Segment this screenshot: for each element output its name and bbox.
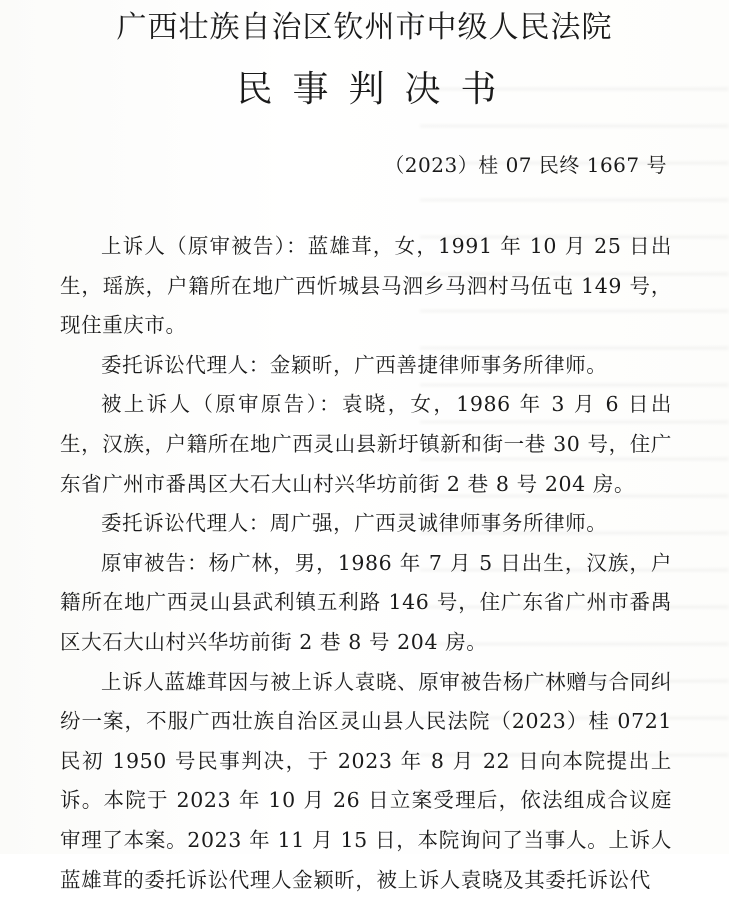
document-title: 民事判决书 xyxy=(236,69,517,110)
court-name: 广西壮族自治区钦州市中级人民法院 xyxy=(116,10,613,45)
appellant-paragraph: 上诉人（原审被告）：蓝雄茸，女，1991 年 10 月 25 日出生，瑶族，户籍所在地广西忻城县马泗乡马泗村马伍屯 149 号，现住重庆市。 xyxy=(60,234,672,338)
judgment-body xyxy=(60,227,672,900)
case-number: （2023）桂 07 民终 1667 号 xyxy=(384,153,667,177)
appellee-agent-paragraph: 委托诉讼代理人：周广强，广西灵诚律师事务所律师。 xyxy=(101,511,608,536)
original-defendant-paragraph: 原审被告：杨广林，男，1986 年 7 月 5 日出生，汉族，户籍所在地广西灵山县武利镇五利路 146 号，住广东省广州市番禺区大石大山村兴华坊前街 2 巷 8 号 204 房。 xyxy=(60,550,672,654)
case-background-paragraph: 上诉人蓝雄茸因与被上诉人袁晓、原审被告杨广林赠与合同纠纷一案，不服广西壮族自治区灵山县人民法院（2023）桂 0721 民初 1950 号民事判决，于 2023 年 8 月 22 日向本院提出上诉。本院于 2023 年 10 月 26 日立案受理后，依法组成合议庭审理了本案。2023 年 11 月 15 日，本院询问了当事人。上诉人蓝雄茸的委托诉讼代理人金颖昕，被上诉人袁晓及其委托诉讼代 xyxy=(60,669,673,892)
appellee-paragraph: 被上诉人（原审原告）：袁晓，女，1986 年 3 月 6 日出生，汉族，户籍所在地广西灵山县新圩镇新和街一巷 30 号，住广东省广州市番禺区大石大山村兴华坊前街 2 巷 8 号 204 房。 xyxy=(60,392,672,496)
appellant-agent-paragraph: 委托诉讼代理人：金颖昕，广西善捷律师事务所律师。 xyxy=(101,352,608,377)
